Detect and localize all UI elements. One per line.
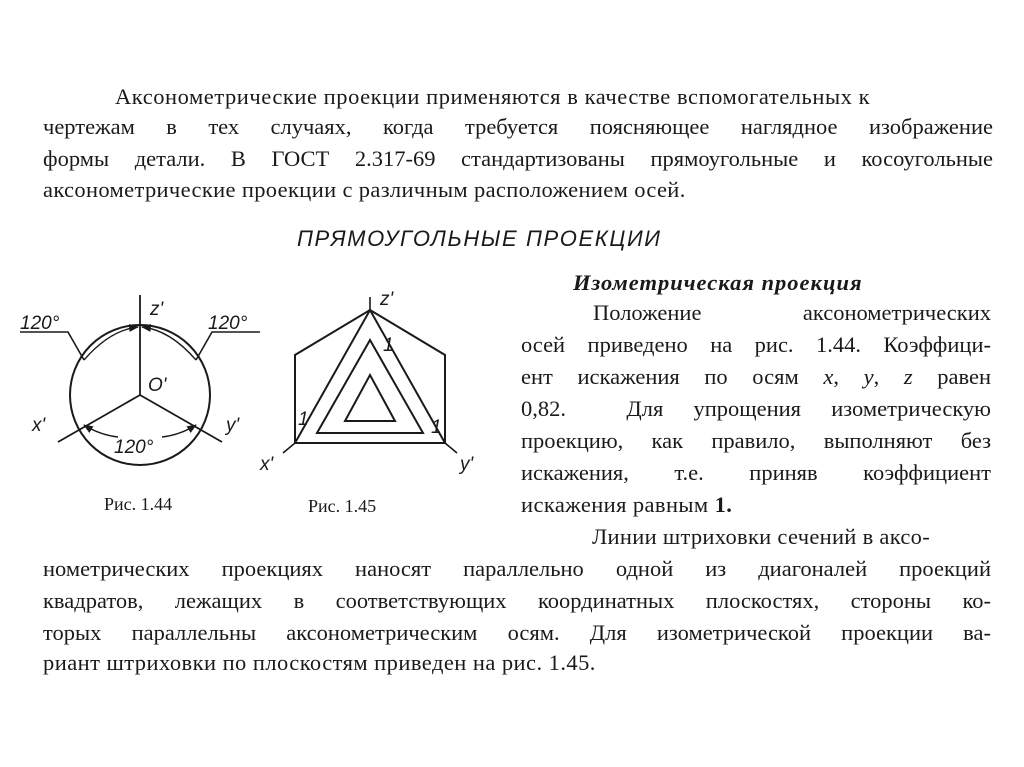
axis-z-text: z' xyxy=(380,289,394,310)
axis-x-text: x' xyxy=(260,454,274,475)
origin-label: O' xyxy=(148,375,167,396)
axis-y-text: y' xyxy=(226,415,240,436)
comma: , xyxy=(873,364,880,389)
mark-left: 1 xyxy=(298,409,309,430)
angle-label-bottom: 120° xyxy=(114,437,154,458)
iso-line-3-text: ент искажения по осям xyxy=(521,364,799,389)
mark-top: 1 xyxy=(383,335,394,356)
intro-line-4: аксонометрические проекции с различным расположением осей. xyxy=(43,177,686,202)
leader-left xyxy=(20,332,84,360)
axis-x-label: x xyxy=(823,364,834,389)
axis-y-label: y xyxy=(863,364,874,389)
iso-line-5: проекцию, как правило, выполняют без xyxy=(521,428,991,453)
iso-line-1: Положение аксонометрических xyxy=(593,300,991,325)
triangle-middle xyxy=(317,340,423,433)
angle-arc-bottom-right xyxy=(162,425,196,437)
iso-line-3-end: равен xyxy=(937,364,992,389)
caption-fig-1-45: Рис. 1.45 xyxy=(308,496,377,516)
comma: , xyxy=(833,364,839,389)
iso-line-2: осей приведено на рис. 1.44. Коэффици- xyxy=(521,332,991,357)
intro-line-2: чертежам в тех случаях, когда требуется поясняющее наглядное изображение xyxy=(43,114,993,139)
axis-x-text: x' xyxy=(32,415,46,436)
axis-z-text: z' xyxy=(150,299,164,320)
leader-right xyxy=(196,332,260,360)
axis-y-line xyxy=(445,443,457,453)
coefficient-value: 1. xyxy=(714,492,733,517)
section-title: ПРЯМОУГОЛЬНЫЕ ПРОЕКЦИИ xyxy=(297,226,662,251)
figure-1-45 xyxy=(255,285,475,485)
axis-x-line xyxy=(283,443,295,453)
axis-y-text: y' xyxy=(460,454,474,475)
iso-line-6: искажения, т.е. приняв коэффициент xyxy=(521,460,991,485)
mark-right: 1 xyxy=(431,417,442,438)
intro-line-1: Аксонометрические проекции применяются в качестве вспомогательных к xyxy=(115,84,871,109)
iso-line-7-text: искажения равным xyxy=(521,492,709,517)
subsection-title: Изометрическая проекция xyxy=(573,270,863,295)
iso-line-3 xyxy=(521,366,991,389)
iso-line-4: 0,82. Для упрощения изометрическую xyxy=(521,396,991,421)
hatch-line-2: нометрических проекциях наносят параллельно одной из диагоналей проекций xyxy=(43,556,991,581)
angle-label-left: 120° xyxy=(20,313,60,334)
angle-label-right: 120° xyxy=(208,313,248,334)
hatch-line-1: Линии штриховки сечений в аксо- xyxy=(592,524,931,549)
hatch-line-3: квадратов, лежащих в соответствующих координатных плоскостях, стороны ко- xyxy=(43,588,991,613)
hatch-line-4: торых параллельны аксонометрическим осям. Для изометрической проекции ва- xyxy=(43,620,991,645)
iso-line-7 xyxy=(521,494,732,517)
axis-z-label: z xyxy=(903,364,913,389)
caption-fig-1-44: Рис. 1.44 xyxy=(104,494,173,514)
intro-line-3: формы детали. В ГОСТ 2.317-69 стандартизованы прямоугольные и косоугольные xyxy=(43,146,993,171)
angle-arc-bottom-left xyxy=(84,425,118,437)
figure-1-44 xyxy=(10,285,270,485)
triangle-inner xyxy=(345,375,395,421)
hatch-line-5: риант штриховки по плоскостям приведен на рис. 1.45. xyxy=(43,650,596,675)
